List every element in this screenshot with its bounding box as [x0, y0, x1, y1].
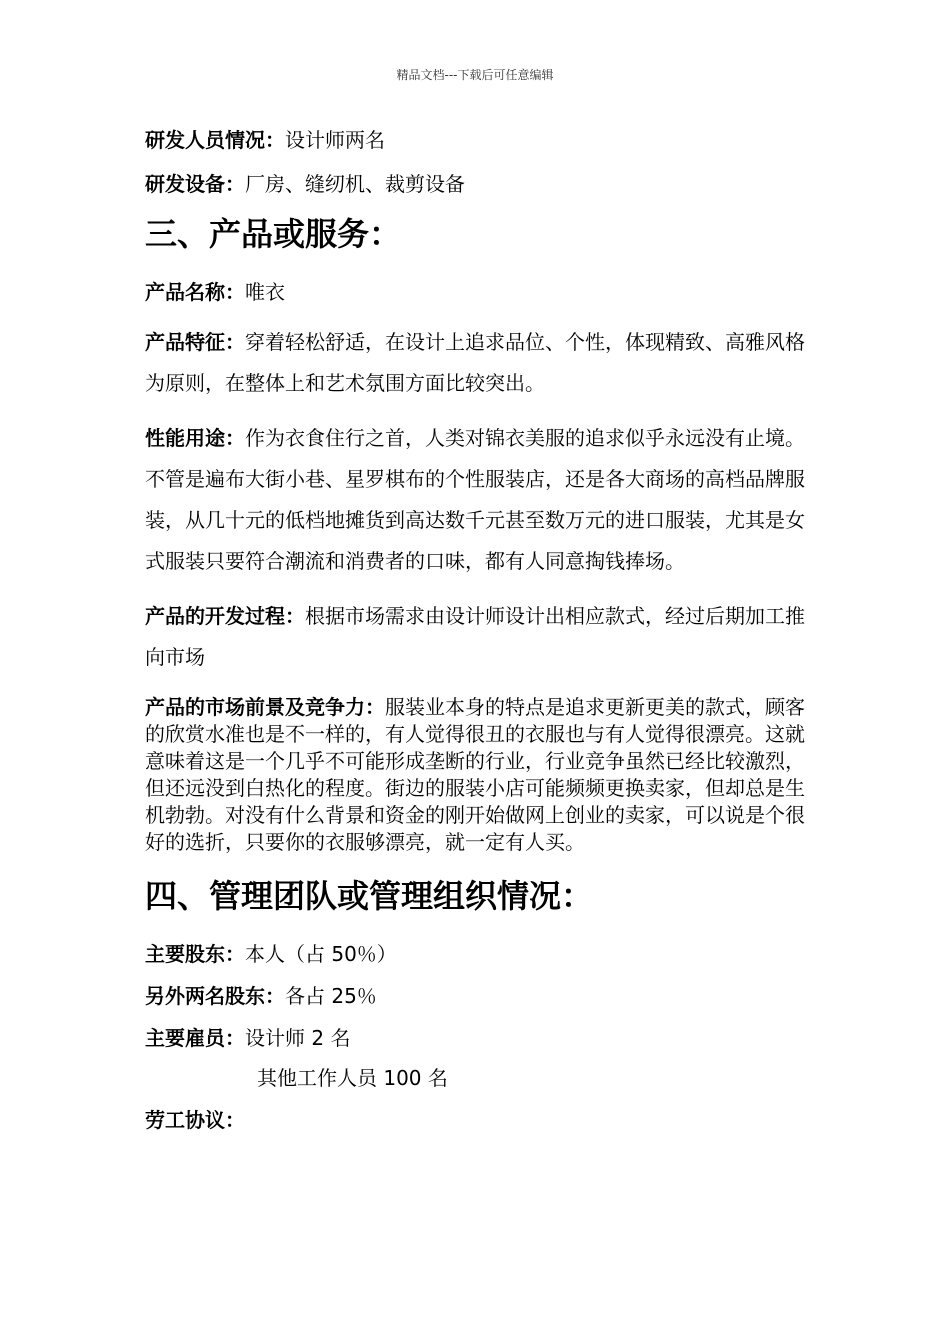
page-header: 精品文档---下载后可任意编辑	[396, 68, 554, 82]
product-features-para	[145, 322, 807, 404]
rd-equipment-line	[145, 164, 807, 204]
document-body	[145, 120, 807, 1140]
development-value: 根据市场需求由设计师设计出相应款式，经过后期加工推向市场	[145, 604, 805, 669]
rd-staff-label: 研发人员情况：	[145, 128, 285, 152]
market-label: 产品的市场前景及竞争力：	[145, 695, 385, 719]
employees-line	[145, 1018, 807, 1058]
rd-equipment-value: 厂房、缝纫机、裁剪设备	[245, 172, 465, 196]
labor-agreement-label: 劳工协议：	[145, 1108, 245, 1132]
market-value: 服装业本身的特点是追求更新更美的款式，顾客的欣赏水准也是不一样的，有人觉得很丑的衣服也与有人觉得很漂亮。这就意味着这是一个几乎不可能形成垄断的行业，行业竞争虽然已经比较激烈，但还远没到白热化的程度。街边的服装小店可能频频更换卖家，但却总是生机勃勃。对没有什么背景和资金的刚开始做网上创业的卖家，可以说是个很好的选折，只要你的衣服够漂亮，就一定有人买。	[145, 695, 805, 854]
rd-staff-value: 设计师两名	[285, 128, 385, 152]
other-shareholders-label: 另外两名股东：	[145, 984, 285, 1008]
market-para	[145, 694, 807, 856]
product-name-value: 唯衣	[245, 280, 285, 304]
rd-staff-line	[145, 120, 807, 160]
product-features-value: 穿着轻松舒适，在设计上追求品位、个性，体现精致、高雅风格为原则，在整体上和艺术氛围方面比较突出。	[145, 330, 805, 395]
development-label: 产品的开发过程：	[145, 604, 305, 628]
performance-label: 性能用途：	[145, 426, 245, 450]
section3-title: 三、产品或服务：	[145, 215, 402, 253]
other-shareholders-line	[145, 976, 807, 1016]
employees-value: 设计师 2 名	[245, 1026, 351, 1050]
main-shareholder-label: 主要股东：	[145, 942, 245, 966]
performance-para	[145, 418, 807, 582]
employees-line-2: 其他工作人员 100 名	[257, 1066, 448, 1090]
section4-title: 四、管理团队或管理组织情况：	[145, 877, 594, 915]
performance-value: 作为衣食住行之首，人类对锦衣美服的追求似乎永远没有止境。不管是遍布大街小巷、星罗棋布的个性服装店，还是各大商场的高档品牌服装，从几十元的低档地摊货到高达数千元甚至数万元的进口服装，尤其是女式服装只要符合潮流和消费者的口味，都有人同意掏钱捧场。	[145, 426, 805, 573]
other-shareholders-value: 各占 25％	[285, 984, 377, 1008]
rd-equipment-label: 研发设备：	[145, 172, 245, 196]
employees-label: 主要雇员：	[145, 1026, 245, 1050]
main-shareholder-value: 本人（占 50％）	[245, 942, 397, 966]
development-para	[145, 596, 807, 678]
main-shareholder-line	[145, 934, 807, 974]
product-features-label: 产品特征：	[145, 330, 245, 354]
product-name-label: 产品名称：	[145, 280, 245, 304]
product-name-line	[145, 272, 807, 312]
